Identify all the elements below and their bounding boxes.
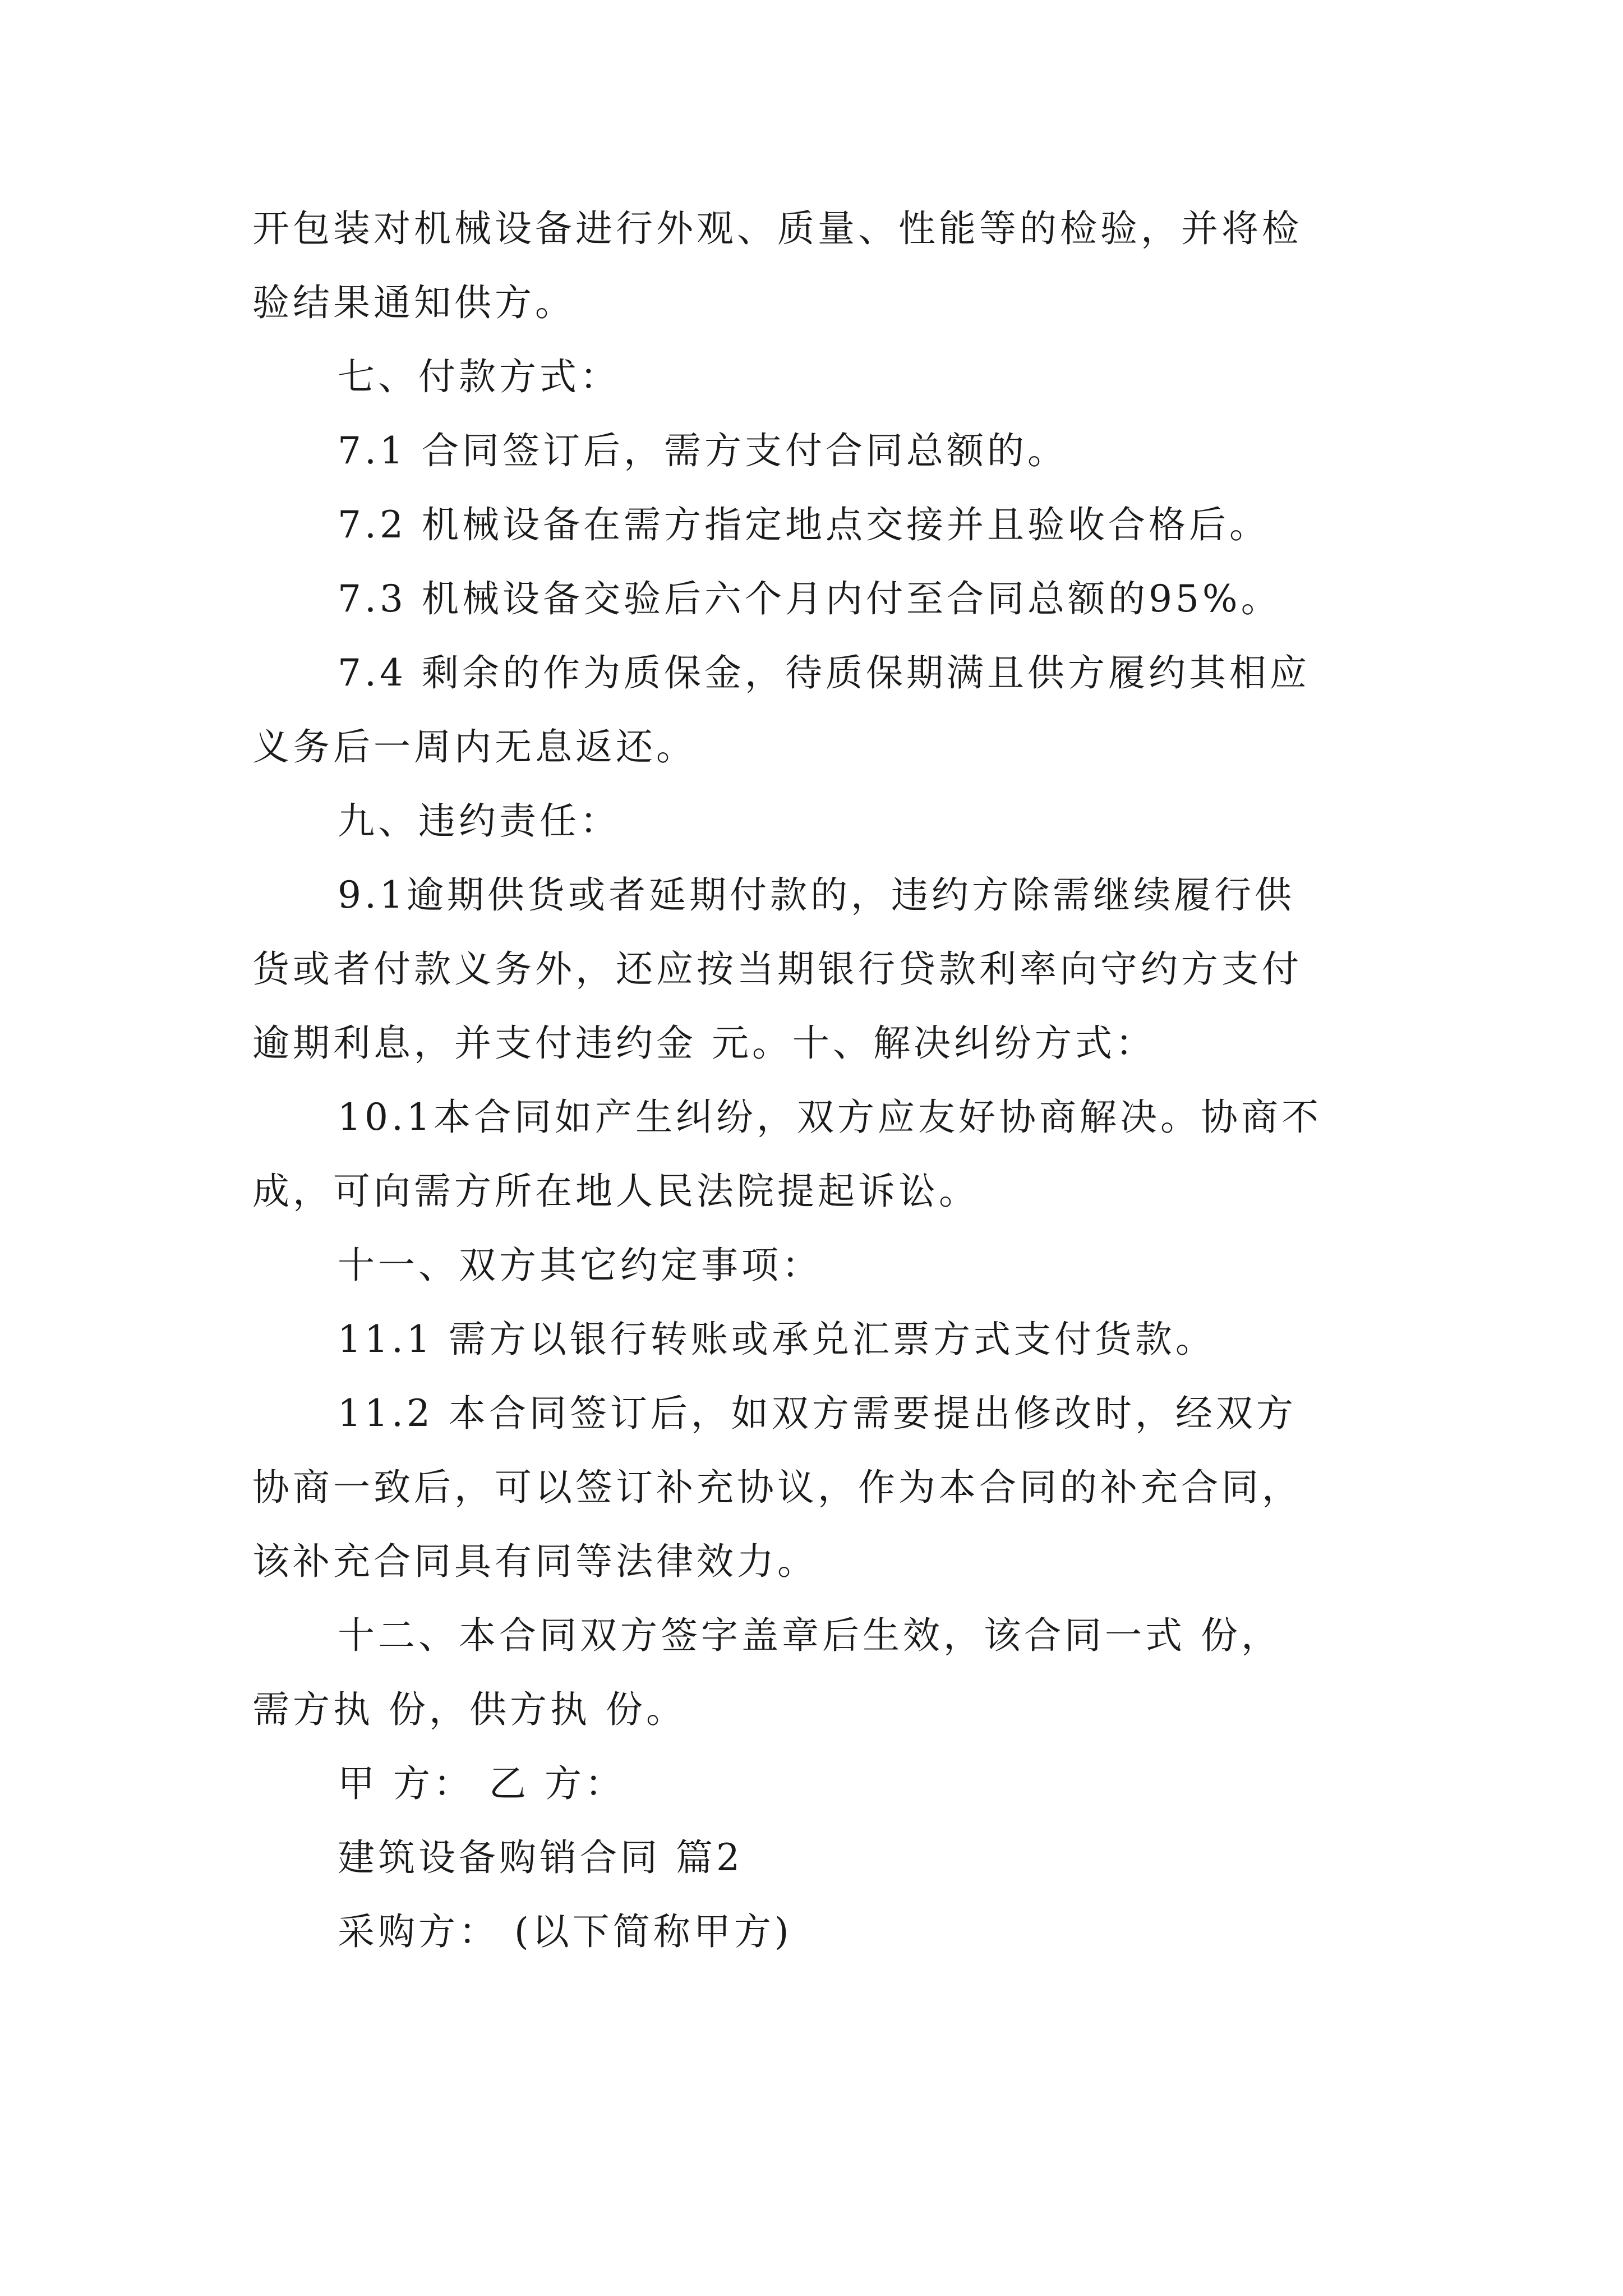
text-line: 开包装对机械设备进行外观、质量、性能等的检验，并将检 xyxy=(252,207,1302,250)
text-line: 成，可向需方所在地人民法院提起诉讼。 xyxy=(252,1170,979,1213)
section-heading: 七、付款方式： xyxy=(338,355,620,398)
section-heading: 九、违约责任： xyxy=(338,799,620,843)
section-heading: 十一、双方其它约定事项： xyxy=(338,1244,822,1287)
party-line: 采购方： (以下简称甲方) xyxy=(338,1910,792,1953)
text-line: 逾期利息，并支付违约金 元。十、解决纠纷方式： xyxy=(252,1022,1156,1065)
text-line: 协商一致后，可以签订补充协议，作为本合同的补充合同， xyxy=(252,1466,1302,1509)
clause-line: 7.2 机械设备在需方指定地点交接并且验收合格后。 xyxy=(338,503,1270,546)
clause-line: 7.1 合同签订后，需方支付合同总额的。 xyxy=(338,429,1068,472)
text-line: 该补充合同具有同等法律效力。 xyxy=(252,1540,818,1583)
clause-line: 7.4 剩余的作为质保金，待质保期满且供方履约其相应 xyxy=(338,651,1310,694)
clause-line: 9.1逾期供货或者延期付款的，违约方除需继续履行供 xyxy=(338,873,1295,917)
text-line: 验结果通知供方。 xyxy=(252,281,575,324)
clause-line: 7.3 机械设备交验后六个月内付至合同总额的95%。 xyxy=(338,577,1281,620)
document-title-part2: 建筑设备购销合同 篇2 xyxy=(338,1836,743,1879)
text-line: 货或者付款义务外，还应按当期银行贷款利率向守约方支付 xyxy=(252,947,1302,991)
clause-line: 10.1本合同如产生纠纷，双方应友好协商解决。协商不 xyxy=(338,1096,1322,1139)
clause-line: 11.1 需方以银行转账或承兑汇票方式支付货款。 xyxy=(338,1318,1216,1361)
text-line: 需方执 份，供方执 份。 xyxy=(252,1688,686,1731)
text-line: 义务后一周内无息返还。 xyxy=(252,725,697,769)
section-heading: 十二、本合同双方签字盖章后生效，该合同一式 份， xyxy=(338,1614,1281,1657)
signature-line: 甲 方： 乙 方： xyxy=(338,1762,625,1805)
clause-line: 11.2 本合同签订后，如双方需要提出修改时，经双方 xyxy=(338,1392,1297,1435)
